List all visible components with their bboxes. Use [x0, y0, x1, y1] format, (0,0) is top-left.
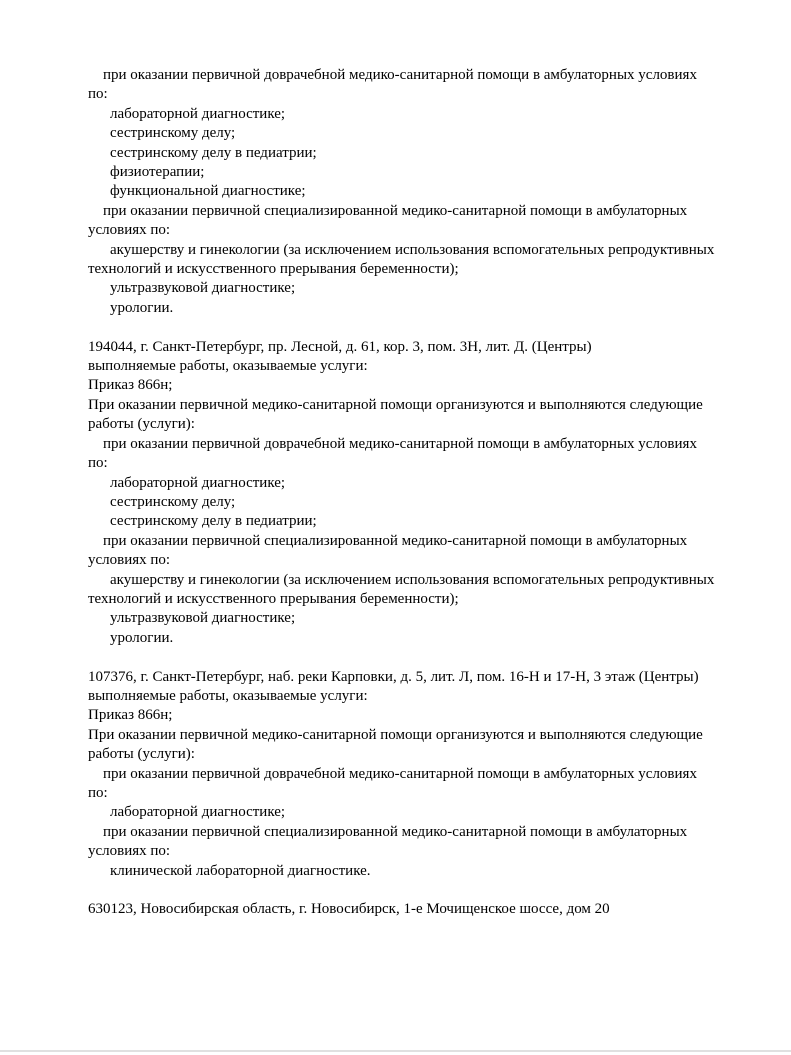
document-line: сестринскому делу; [110, 493, 236, 510]
document-line: ультразвуковой диагностике; [110, 610, 296, 627]
document-line: при оказании первичной специализированной медико-санитарной помощи в амбулаторных [103, 823, 688, 840]
document-line: Приказ 866н; [88, 707, 173, 724]
document-line: по: [88, 785, 108, 801]
document-line: акушерству и гинекологии (за исключением использования вспомогательных репродуктивных [110, 571, 715, 588]
document-line: клинической лабораторной диагностике. [110, 862, 371, 879]
blank-line [0, 648, 791, 667]
document-line: Приказ 866н; [88, 377, 173, 394]
document-line: функциональной диагностике; [110, 183, 306, 200]
blank-line [0, 881, 791, 900]
license-document-text [0, 66, 791, 920]
document-line: лабораторной диагностике; [110, 105, 286, 122]
address-block-lesnoy [0, 338, 791, 649]
document-line: лабораторной диагностике; [110, 804, 286, 821]
document-line: при оказании первичной доврачебной медико-санитарной помощи в амбулаторных условиях [103, 435, 697, 452]
document-line: условиях по: [88, 222, 171, 239]
document-line: технологий и искусственного прерывания беременности); [88, 261, 459, 278]
document-line: условиях по: [88, 843, 171, 860]
document-line: При оказании первичной медико-санитарной помощи организуются и выполняются следующие [88, 726, 703, 743]
address-block-novosibirsk [0, 900, 791, 919]
document-line: при оказании первичной доврачебной медико-санитарной помощи в амбулаторных условиях [103, 765, 697, 782]
document-line: при оказании первичной специализированной медико-санитарной помощи в амбулаторных [103, 532, 688, 549]
document-line: выполняемые работы, оказываемые услуги: [88, 358, 368, 375]
bottom-divider [0, 1050, 791, 1052]
document-line: акушерству и гинекологии (за исключением использования вспомогательных репродуктивных [110, 241, 715, 258]
blank-line [0, 318, 791, 337]
document-line: по: [88, 455, 108, 472]
document-line: по: [88, 86, 108, 103]
document-line: при оказании первичной доврачебной медико-санитарной помощи в амбулаторных условиях [103, 67, 697, 83]
document-line: при оказании первичной специализированной медико-санитарной помощи в амбулаторных [103, 202, 688, 219]
document-line: При оказании первичной медико-санитарной помощи организуются и выполняются следующие [88, 396, 703, 413]
document-line: сестринскому делу в педиатрии; [110, 144, 317, 161]
document-line: физиотерапии; [110, 164, 205, 181]
document-line: сестринскому делу; [110, 125, 236, 142]
document-line: работы (услуги): [88, 416, 195, 433]
document-line: ультразвуковой диагностике; [110, 280, 296, 297]
document-line: технологий и искусственного прерывания беременности); [88, 590, 459, 607]
document-line: урологии. [110, 629, 174, 646]
document-line: 630123, Новосибирская область, г. Новосибирск, 1-е Мочищенское шоссе, дом 20 [88, 901, 610, 918]
document-line: условиях по: [88, 552, 171, 569]
document-line: 194044, г. Санкт-Петербург, пр. Лесной, д. 61, кор. 3, пом. 3Н, лит. Д. (Центры) [88, 338, 592, 355]
document-line: выполняемые работы, оказываемые услуги: [88, 687, 368, 704]
address-block-karpovka [0, 668, 791, 881]
document-line: 107376, г. Санкт-Петербург, наб. реки Карповки, д. 5, лит. Л, пом. 16-Н и 17-Н, 3 этаж (Центры) [88, 668, 699, 685]
document-line: лабораторной диагностике; [110, 474, 286, 491]
services-block-top [0, 66, 791, 318]
document-line: сестринскому делу в педиатрии; [110, 513, 317, 530]
document-line: урологии. [110, 299, 174, 316]
document-line: работы (услуги): [88, 746, 195, 763]
